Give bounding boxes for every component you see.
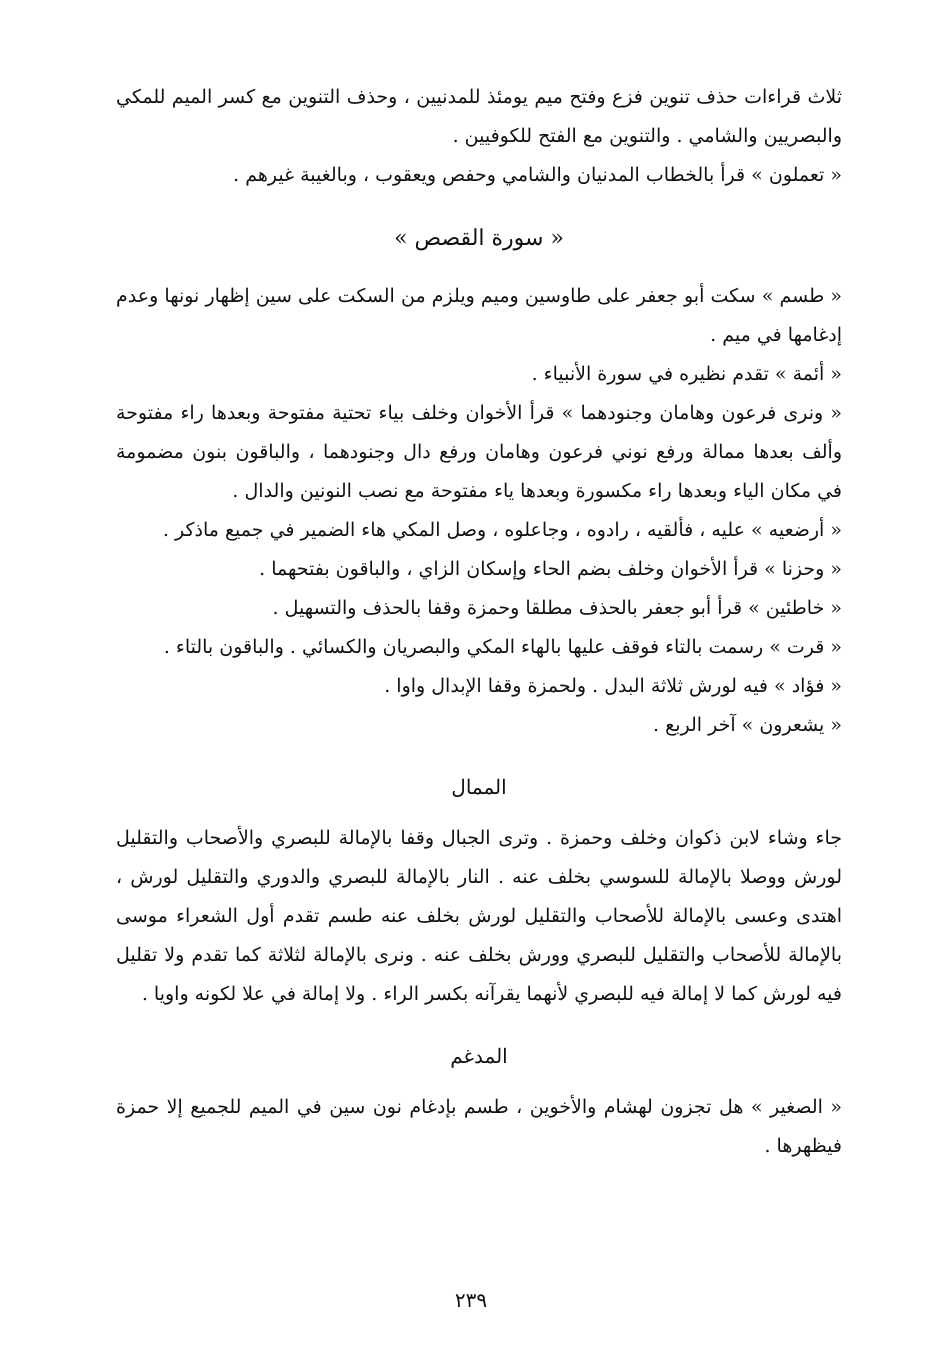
surah-paragraph-3: « ونرى فرعون وهامان وجنودهما » قرأ الأخوان وخلف بياء تحتية مفتوحة وبعدها راء مفتوحة وألف بعدها ممالة ورفع نوني فرعون وهامان ورفع دال وجنودهما ، والباقون بنون مضمومة في مكان الياء وبعدها راء مكسورة وبعدها ياء مفتوحة مع نصب النونين والدال .	[116, 402, 842, 502]
mudgham-paragraph: « الصغير » هل تجزون لهشام والأخوين ، طسم بإدغام نون سين في الميم للجميع إلا حمزة فيظهرها .	[116, 1096, 842, 1157]
surah-paragraph-1: « طسم » سكت أبو جعفر على طاوسين وميم ويلزم من السكت على سين إظهار نونها وعدم إدغامها في ميم .	[116, 285, 842, 346]
mudgham-title: المدغم	[450, 1044, 508, 1068]
surah-paragraph-6: « خاطئين » قرأ أبو جعفر بالحذف مطلقا وحمزة وقفا بالحذف والتسهيل .	[272, 597, 842, 619]
surah-paragraph-4: « أرضعيه » عليه ، فألقيه ، رادوه ، وجاعلوه ، وصل المكي هاء الضمير في جميع ماذكر .	[162, 519, 842, 541]
surah-paragraph-9: « يشعرون » آخر الربع .	[653, 714, 842, 736]
surah-paragraph-7: « قرت » رسمت بالتاء فوقف عليها بالهاء المكي والبصريان والكسائي . والباقون بالتاء .	[163, 636, 842, 658]
mumal-paragraph: جاء وشاء لابن ذكوان وخلف وحمزة . وترى الجبال وقفا بالإمالة للبصري والأصحاب والتقليل لورش ووصلا بالإمالة للسوسي بخلف عنه . النار بالإمالة للبصري والدوري والتقليل لورش ، اهتدى وعسى بالإمالة للأصحاب والتقليل لورش بخلف عنه طسم تقدم أول الشعراء موسى بالإمالة للأصحاب والتقليل للبصري وورش بخلف عنه . ونرى بالإمالة لثلاثة كما تقدم ولا تقليل فيه لورش كما لا إمالة فيه للبصري لأنهما يقرآنه بكسر الراء . ولا إمالة في علا لكونه واويا .	[116, 827, 842, 1005]
mumal-title: الممال	[451, 775, 507, 799]
surah-paragraph-8: « فؤاد » فيه لورش ثلاثة البدل . ولحمزة وقفا الإبدال واوا .	[384, 675, 842, 697]
surah-paragraph-5: « وحزنا » قرأ الأخوان وخلف بضم الحاء وإسكان الزاي ، والباقون بفتحهما .	[259, 558, 842, 580]
intro-paragraph-1: ثلاث قراءات حذف تنوين فزع وفتح ميم يومئذ للمدنيين ، وحذف التنوين مع كسر الميم للمكي والبصريين والشامي . والتنوين مع الفتح للكوفيين .	[116, 86, 842, 147]
intro-paragraph-2: « تعملون » قرأ بالخطاب المدنيان والشامي وحفص ويعقوب ، وبالغيبة غيرهم .	[233, 164, 842, 186]
surah-section	[116, 277, 842, 745]
intro-section	[116, 78, 842, 195]
page-number: ٢٣٩	[454, 1288, 488, 1312]
text-column	[116, 78, 842, 1166]
surah-paragraph-2: « أئمة » تقدم نظيره في سورة الأنبياء .	[531, 363, 842, 385]
surah-title: « سورة القصص »	[394, 226, 564, 251]
